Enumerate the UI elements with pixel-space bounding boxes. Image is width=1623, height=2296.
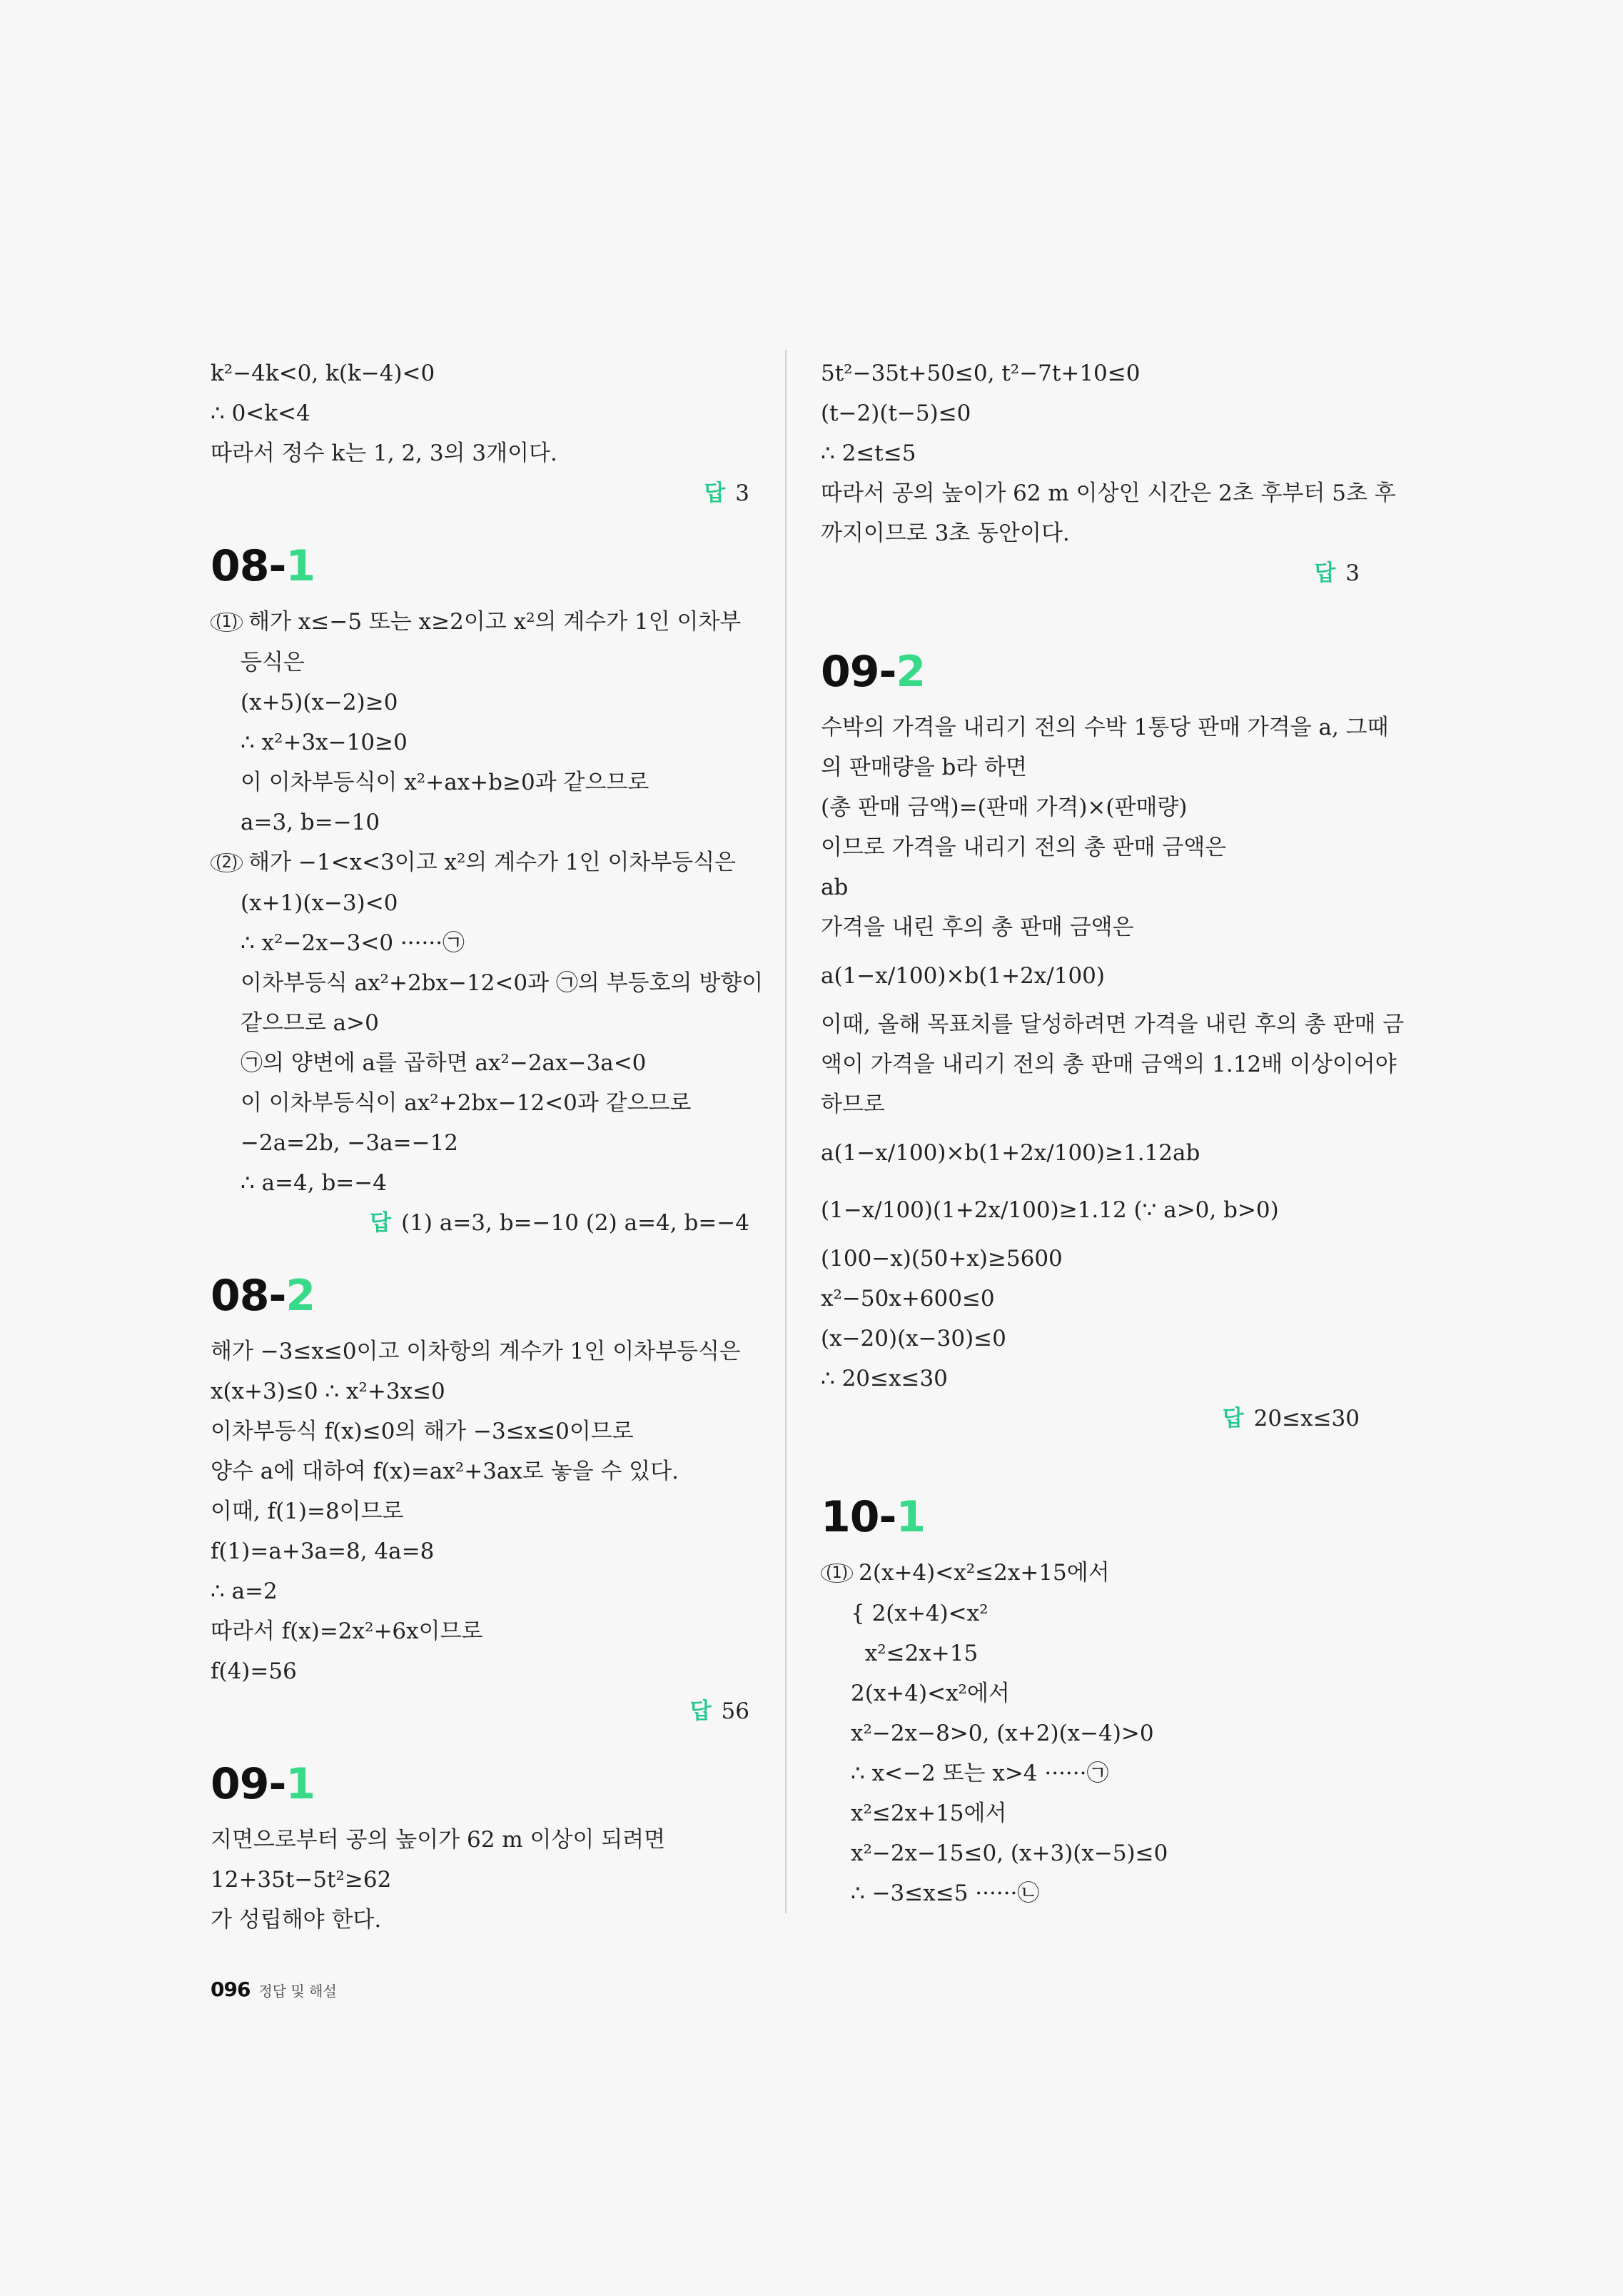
text-line: x²−2x−15≤0, (x+3)(x−5)≤0 <box>851 1841 1168 1866</box>
text-line: 이므로 가격을 내리기 전의 총 판매 금액은 <box>821 835 1227 860</box>
section-heading-08-2 <box>211 1267 749 1324</box>
problem-part-1 <box>821 1553 1360 1593</box>
text-line: 이차부등식 f(x)≤0의 해가 −3≤x≤0이므로 <box>211 1419 634 1444</box>
text-line: 액이 가격을 내리기 전의 총 판매 금액의 1.12배 이상이어야 <box>821 1052 1397 1077</box>
text-line: x²−50x+600≤0 <box>821 1286 995 1311</box>
heading-main: 08- <box>211 541 286 591</box>
heading-main: 10- <box>821 1492 896 1542</box>
text-line: 이차부등식 ax²+2bx−12<0과 ㉠의 부등호의 방향이 <box>241 970 764 996</box>
answer-mark: 답 <box>1314 560 1336 586</box>
answer-line <box>211 1203 749 1243</box>
text-line: f(1)=a+3a=8, 4a=8 <box>211 1539 435 1564</box>
answer-line <box>211 473 749 513</box>
answer-mark: 답 <box>704 480 726 506</box>
text-line: ㉠의 양변에 a를 곱하면 ax²−2ax−3a<0 <box>241 1050 647 1076</box>
text-line: ∴ x²−2x−3<0 ······㉠ <box>241 930 465 956</box>
text-line: 따라서 정수 k는 1, 2, 3의 3개이다. <box>211 440 557 466</box>
text-line: 5t²−35t+50≤0, t²−7t+10≤0 <box>821 361 1141 386</box>
answer-line <box>211 1691 749 1731</box>
text-line: 해가 −1<x<3이고 x²의 계수가 1인 이차부등식은 <box>248 850 737 875</box>
answer-value: 56 <box>721 1698 749 1724</box>
problem-part-1 <box>211 602 749 643</box>
text-line: 해가 x≤−5 또는 x≥2이고 x²의 계수가 1인 이차부 <box>248 609 742 635</box>
text-line: 가 성립해야 한다. <box>211 1907 382 1933</box>
heading-sub: 1 <box>285 1759 315 1809</box>
text-line: 따라서 f(x)=2x²+6x이므로 <box>211 1618 483 1644</box>
text-line: 하므로 <box>821 1092 885 1117</box>
text-line: ∴ a=4, b=−4 <box>241 1170 387 1196</box>
text-line: (t−2)(t−5)≤0 <box>821 401 971 426</box>
text-line: 양수 a에 대하여 f(x)=ax²+3ax로 놓을 수 있다. <box>211 1459 679 1484</box>
heading-sub: 2 <box>285 1271 315 1321</box>
text-line: 이 이차부등식이 ax²+2bx−12<0과 같으므로 <box>241 1090 692 1116</box>
text-line: x²≤2x+15에서 <box>851 1801 1007 1826</box>
text-line: 지면으로부터 공의 높이가 62 m 이상이 되려면 <box>211 1827 666 1853</box>
section-heading-10-1 <box>821 1489 1360 1546</box>
problem-part-2 <box>211 842 749 883</box>
text-line: 등식은 <box>241 650 305 675</box>
page-footer <box>211 1978 337 2001</box>
footer-label: 정답 및 해설 <box>258 1983 337 2000</box>
text-line: 이때, 올해 목표치를 달성하려면 가격을 내린 후의 총 판매 금 <box>821 1012 1405 1037</box>
formula-line: a(1−x/100)×b(1+2x/100) <box>821 963 1105 989</box>
text-line: ∴ a=2 <box>211 1578 278 1604</box>
text-line: ∴ −3≤x≤5 ······㉡ <box>851 1880 1040 1906</box>
text-line: 2(x+4)<x²≤2x+15에서 <box>859 1560 1110 1586</box>
text-line: (총 판매 금액)=(판매 가격)×(판매량) <box>821 795 1188 820</box>
text-line: x²≤2x+15 <box>851 1641 979 1666</box>
text-line: 수박의 가격을 내리기 전의 수박 1통당 판매 가격을 a, 그때 <box>821 715 1389 740</box>
answer-value: 3 <box>1345 560 1360 586</box>
part-number: (1) <box>211 613 243 632</box>
text-line: ∴ x<−2 또는 x>4 ······㉠ <box>851 1761 1109 1786</box>
heading-main: 09- <box>821 647 896 697</box>
part-number: (2) <box>211 853 243 872</box>
answer-mark: 답 <box>1222 1406 1244 1431</box>
text-line: x(x+3)≤0 ∴ x²+3x≤0 <box>211 1379 445 1404</box>
formula-line: a(1−x/100)×b(1+2x/100)≥1.12ab <box>821 1140 1200 1166</box>
text-line: 따라서 공의 높이가 62 m 이상인 시간은 2초 후부터 5초 후 <box>821 480 1396 506</box>
heading-sub: 1 <box>285 541 315 591</box>
text-line: 가격을 내린 후의 총 판매 금액은 <box>821 915 1134 940</box>
page-number: 096 <box>211 1978 251 2001</box>
text-line: k²−4k<0, k(k−4)<0 <box>211 361 435 386</box>
column-divider <box>785 350 787 1913</box>
heading-main: 08- <box>211 1271 286 1321</box>
heading-main: 09- <box>211 1759 286 1809</box>
answer-mark: 답 <box>689 1698 712 1724</box>
text-line: (x+1)(x−3)<0 <box>241 890 398 916</box>
text-line: 12+35t−5t²≥62 <box>211 1867 392 1893</box>
answer-line <box>821 553 1360 593</box>
text-line: 의 판매량을 b라 하면 <box>821 755 1027 780</box>
text-line: (100−x)(50+x)≥5600 <box>821 1246 1063 1272</box>
text-line: ∴ 0<k<4 <box>211 401 310 426</box>
answer-mark: 답 <box>370 1210 392 1236</box>
section-heading-09-1 <box>211 1756 749 1813</box>
text-line: (x+5)(x−2)≥0 <box>241 690 398 715</box>
section-heading-09-2 <box>821 643 1360 700</box>
answer-value: 20≤x≤30 <box>1253 1406 1360 1431</box>
text-line: ∴ x²+3x−10≥0 <box>241 730 408 755</box>
section-heading-08-1 <box>211 538 749 595</box>
text-line: x²−2x−8>0, (x+2)(x−4)>0 <box>851 1721 1154 1746</box>
left-column <box>211 353 764 1940</box>
heading-sub: 2 <box>896 647 926 697</box>
answer-line <box>821 1399 1360 1439</box>
formula-line: (1−x/100)(1+2x/100)≥1.12 (∵ a>0, b>0) <box>821 1197 1279 1223</box>
text-line: (x−20)(x−30)≤0 <box>821 1326 1006 1351</box>
text-line: 해가 −3≤x≤0이고 이차항의 계수가 1인 이차부등식은 <box>211 1339 741 1364</box>
part-number: (1) <box>821 1564 853 1583</box>
right-column <box>821 353 1405 1913</box>
text-line: a=3, b=−10 <box>241 810 380 835</box>
text-line: f(4)=56 <box>211 1658 297 1684</box>
answer-value: 3 <box>735 480 749 506</box>
text-line: ab <box>821 875 849 900</box>
text-line: 2(x+4)<x²에서 <box>851 1681 1010 1706</box>
text-line: −2a=2b, −3a=−12 <box>241 1130 459 1156</box>
text-line: 까지이므로 3초 동안이다. <box>821 520 1070 546</box>
text-line: ∴ 2≤t≤5 <box>821 440 916 466</box>
text-line: 이때, f(1)=8이므로 <box>211 1499 404 1524</box>
text-line: 이 이차부등식이 x²+ax+b≥0과 같으므로 <box>241 770 649 795</box>
text-line: 같으므로 a>0 <box>241 1010 379 1036</box>
answer-value: (1) a=3, b=−10 (2) a=4, b=−4 <box>401 1210 749 1236</box>
text-line: { 2(x+4)<x² <box>851 1601 989 1626</box>
heading-sub: 1 <box>896 1492 926 1542</box>
text-line: ∴ 20≤x≤30 <box>821 1366 948 1391</box>
